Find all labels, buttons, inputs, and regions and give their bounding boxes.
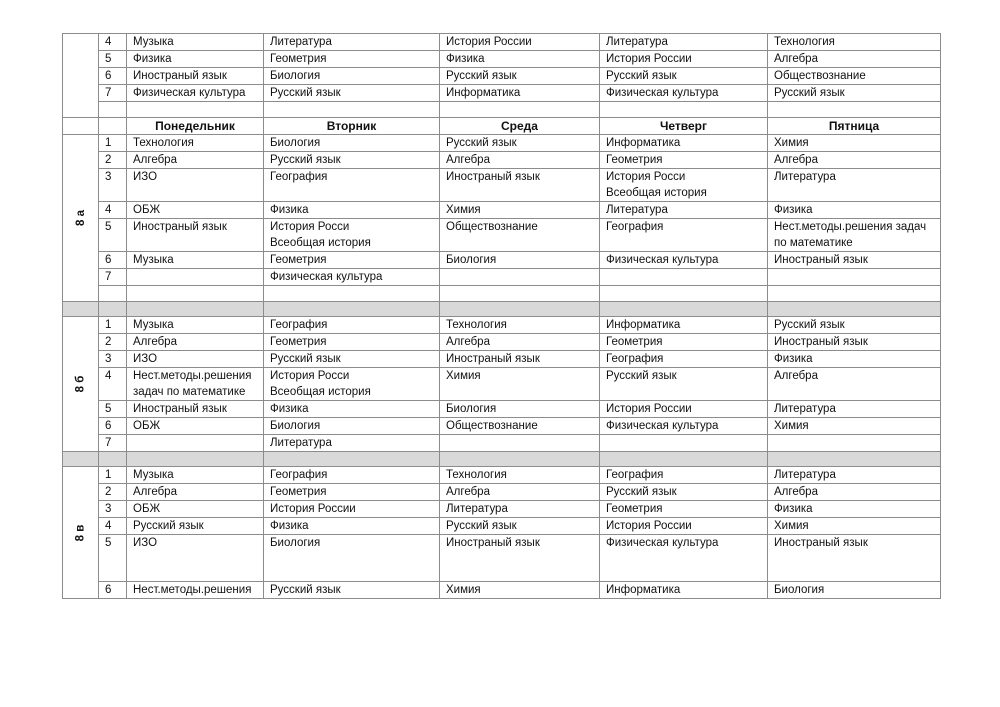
- lesson-tue: Физика: [264, 202, 440, 219]
- lesson-row: [63, 202, 941, 219]
- lesson-fri: Химия: [768, 135, 941, 152]
- lesson-tue: Биология: [264, 535, 440, 582]
- empty-cell: [600, 286, 768, 302]
- class-label: [63, 317, 99, 452]
- lesson-wed: Информатика: [440, 85, 600, 102]
- lesson-number: 4: [99, 368, 127, 401]
- lesson-tue: Геометрия: [264, 484, 440, 501]
- lesson-tue: История Росси Всеобщая история: [264, 219, 440, 252]
- lesson-wed: Иностраный язык: [440, 351, 600, 368]
- class-label: [63, 467, 99, 599]
- lesson-mon: Музыка: [127, 467, 264, 484]
- lesson-number: 1: [99, 467, 127, 484]
- lesson-row: [63, 518, 941, 535]
- lesson-mon: Иностраный язык: [127, 68, 264, 85]
- lesson-fri: Русский язык: [768, 317, 941, 334]
- lesson-number: 2: [99, 334, 127, 351]
- lesson-number: 6: [99, 68, 127, 85]
- empty-cell: [768, 102, 941, 118]
- empty-cell: [127, 102, 264, 118]
- empty-cell: [264, 102, 440, 118]
- lesson-number: 6: [99, 252, 127, 269]
- lesson-tue: История России: [264, 501, 440, 518]
- empty-cell: [99, 118, 127, 135]
- lesson-thu: [600, 435, 768, 452]
- lesson-mon: [127, 269, 264, 286]
- lesson-tue: Биология: [264, 68, 440, 85]
- day-header-row: [63, 118, 941, 135]
- empty-cell: [99, 102, 127, 118]
- lesson-wed: Биология: [440, 401, 600, 418]
- lesson-number: 4: [99, 34, 127, 51]
- lesson-fri: Алгебра: [768, 484, 941, 501]
- lesson-thu: Физическая культура: [600, 418, 768, 435]
- lesson-wed: Обществознание: [440, 418, 600, 435]
- empty-cell: [127, 286, 264, 302]
- lesson-mon: Нест.методы.решения задач по математике: [127, 368, 264, 401]
- empty-cell: [264, 286, 440, 302]
- lesson-mon: Алгебра: [127, 152, 264, 169]
- lesson-number: 1: [99, 317, 127, 334]
- lesson-tue: Физика: [264, 401, 440, 418]
- lesson-fri: Физика: [768, 501, 941, 518]
- lesson-thu: География: [600, 467, 768, 484]
- lesson-wed: Физика: [440, 51, 600, 68]
- lesson-mon: ОБЖ: [127, 418, 264, 435]
- empty-cell: [768, 286, 941, 302]
- lesson-wed: Биология: [440, 252, 600, 269]
- day-header: Понедельник: [127, 118, 264, 135]
- lesson-number: 5: [99, 401, 127, 418]
- lesson-wed: Химия: [440, 368, 600, 401]
- empty-cell: [768, 452, 941, 467]
- lesson-number: 4: [99, 518, 127, 535]
- lesson-row: [63, 582, 941, 599]
- lesson-number: 2: [99, 152, 127, 169]
- lesson-number: 7: [99, 269, 127, 286]
- lesson-number: 3: [99, 169, 127, 202]
- class-name: 8 в: [74, 524, 87, 541]
- lesson-tue: Геометрия: [264, 334, 440, 351]
- schedule-table: [62, 33, 941, 599]
- lesson-fri: Литература: [768, 169, 941, 202]
- empty-cell: [99, 452, 127, 467]
- lesson-tue: Русский язык: [264, 582, 440, 599]
- lesson-wed: Технология: [440, 467, 600, 484]
- lesson-fri: Обществознание: [768, 68, 941, 85]
- lesson-fri: Литература: [768, 401, 941, 418]
- lesson-tue: Русский язык: [264, 85, 440, 102]
- lesson-fri: Литература: [768, 467, 941, 484]
- lesson-row: [63, 169, 941, 202]
- lesson-row: [63, 334, 941, 351]
- lesson-row: [63, 401, 941, 418]
- empty-cell: [440, 102, 600, 118]
- lesson-fri: Физика: [768, 202, 941, 219]
- lesson-row: [63, 501, 941, 518]
- empty-cell: [600, 452, 768, 467]
- lesson-row: [63, 51, 941, 68]
- lesson-mon: Иностраный язык: [127, 401, 264, 418]
- lesson-thu: Информатика: [600, 317, 768, 334]
- lesson-mon: ОБЖ: [127, 202, 264, 219]
- lesson-fri: Нест.методы.решения задач по математике: [768, 219, 941, 252]
- lesson-tue: Физическая культура: [264, 269, 440, 286]
- lesson-mon: ИЗО: [127, 351, 264, 368]
- separator-row: [63, 452, 941, 467]
- lesson-wed: Алгебра: [440, 484, 600, 501]
- lesson-thu: Информатика: [600, 135, 768, 152]
- lesson-thu: Физическая культура: [600, 85, 768, 102]
- lesson-tue: История Росси Всеобщая история: [264, 368, 440, 401]
- lesson-fri: Алгебра: [768, 51, 941, 68]
- lesson-thu: Литература: [600, 202, 768, 219]
- lesson-wed: Алгебра: [440, 152, 600, 169]
- lesson-number: 6: [99, 418, 127, 435]
- lesson-wed: Алгебра: [440, 334, 600, 351]
- lesson-wed: Русский язык: [440, 135, 600, 152]
- lesson-wed: Русский язык: [440, 518, 600, 535]
- lesson-number: 7: [99, 435, 127, 452]
- lesson-thu: Геометрия: [600, 334, 768, 351]
- lesson-wed: [440, 435, 600, 452]
- lesson-fri: Алгебра: [768, 368, 941, 401]
- lesson-number: 3: [99, 351, 127, 368]
- lesson-row: [63, 252, 941, 269]
- class-name: 8 а: [74, 210, 87, 226]
- lesson-tue: Биология: [264, 135, 440, 152]
- lesson-fri: Иностраный язык: [768, 535, 941, 582]
- lesson-tue: География: [264, 467, 440, 484]
- lesson-row: [63, 418, 941, 435]
- lesson-mon: ИЗО: [127, 169, 264, 202]
- empty-cell: [99, 286, 127, 302]
- lesson-wed: Литература: [440, 501, 600, 518]
- class-label: [63, 135, 99, 302]
- lesson-mon: Музыка: [127, 34, 264, 51]
- day-header: Вторник: [264, 118, 440, 135]
- lesson-thu: Русский язык: [600, 68, 768, 85]
- lesson-thu: Геометрия: [600, 152, 768, 169]
- lesson-row: [63, 68, 941, 85]
- lesson-mon: Нест.методы.решения: [127, 582, 264, 599]
- lesson-thu: Физическая культура: [600, 535, 768, 582]
- empty-cell: [99, 302, 127, 317]
- lesson-thu: Информатика: [600, 582, 768, 599]
- lesson-fri: [768, 435, 941, 452]
- lesson-thu: История России: [600, 518, 768, 535]
- lesson-thu: История России: [600, 401, 768, 418]
- lesson-tue: География: [264, 169, 440, 202]
- empty-cell: [264, 452, 440, 467]
- lesson-thu: Русский язык: [600, 484, 768, 501]
- empty-cell: [264, 302, 440, 317]
- lesson-number: 7: [99, 85, 127, 102]
- lesson-number: 5: [99, 535, 127, 582]
- lesson-number: 1: [99, 135, 127, 152]
- lesson-fri: Биология: [768, 582, 941, 599]
- lesson-mon: ОБЖ: [127, 501, 264, 518]
- lesson-tue: Литература: [264, 34, 440, 51]
- day-header: Четверг: [600, 118, 768, 135]
- lesson-tue: Геометрия: [264, 252, 440, 269]
- lesson-thu: География: [600, 351, 768, 368]
- lesson-fri: [768, 269, 941, 286]
- lesson-wed: Иностраный язык: [440, 535, 600, 582]
- lesson-wed: Обществознание: [440, 219, 600, 252]
- lesson-number: 3: [99, 501, 127, 518]
- day-header: Среда: [440, 118, 600, 135]
- lesson-tue: Биология: [264, 418, 440, 435]
- lesson-tue: Русский язык: [264, 351, 440, 368]
- lesson-mon: Русский язык: [127, 518, 264, 535]
- day-header: Пятница: [768, 118, 941, 135]
- spacer-row: [63, 102, 941, 118]
- empty-cell: [440, 286, 600, 302]
- empty-cell: [63, 452, 99, 467]
- lesson-mon: Физика: [127, 51, 264, 68]
- lesson-thu: Физическая культура: [600, 252, 768, 269]
- lesson-wed: Русский язык: [440, 68, 600, 85]
- lesson-fri: Химия: [768, 518, 941, 535]
- separator-row: [63, 302, 941, 317]
- lesson-wed: [440, 269, 600, 286]
- lesson-row: [63, 535, 941, 582]
- lesson-thu: [600, 269, 768, 286]
- lesson-thu: География: [600, 219, 768, 252]
- lesson-number: 5: [99, 219, 127, 252]
- lesson-row: [63, 368, 941, 401]
- lesson-row: [63, 467, 941, 484]
- lesson-row: [63, 219, 941, 252]
- lesson-wed: Иностраный язык: [440, 169, 600, 202]
- lesson-mon: [127, 435, 264, 452]
- lesson-wed: Технология: [440, 317, 600, 334]
- lesson-mon: Алгебра: [127, 484, 264, 501]
- spacer-row: [63, 286, 941, 302]
- empty-cell: [127, 302, 264, 317]
- lesson-row: [63, 34, 941, 51]
- empty-cell: [63, 302, 99, 317]
- lesson-number: 2: [99, 484, 127, 501]
- lesson-number: 4: [99, 202, 127, 219]
- lesson-tue: Русский язык: [264, 152, 440, 169]
- class-label-cell: [63, 34, 99, 118]
- lesson-fri: Физика: [768, 351, 941, 368]
- lesson-fri: Химия: [768, 418, 941, 435]
- lesson-row: [63, 152, 941, 169]
- lesson-thu: Геометрия: [600, 501, 768, 518]
- lesson-mon: Технология: [127, 135, 264, 152]
- empty-cell: [600, 302, 768, 317]
- lesson-mon: Музыка: [127, 317, 264, 334]
- lesson-wed: Химия: [440, 582, 600, 599]
- empty-cell: [63, 118, 99, 135]
- lesson-tue: География: [264, 317, 440, 334]
- empty-cell: [440, 302, 600, 317]
- class-name: 8 б: [74, 375, 87, 393]
- lesson-row: [63, 269, 941, 286]
- lesson-row: [63, 351, 941, 368]
- lesson-row: [63, 317, 941, 334]
- lesson-thu: История России: [600, 51, 768, 68]
- lesson-tue: Физика: [264, 518, 440, 535]
- lesson-wed: История России: [440, 34, 600, 51]
- lesson-tue: Литература: [264, 435, 440, 452]
- lesson-row: [63, 484, 941, 501]
- lesson-wed: Химия: [440, 202, 600, 219]
- lesson-row: [63, 85, 941, 102]
- lesson-fri: Русский язык: [768, 85, 941, 102]
- lesson-fri: Иностраный язык: [768, 252, 941, 269]
- lesson-number: 5: [99, 51, 127, 68]
- lesson-row: [63, 435, 941, 452]
- empty-cell: [600, 102, 768, 118]
- lesson-thu: История Росси Всеобщая история: [600, 169, 768, 202]
- lesson-mon: ИЗО: [127, 535, 264, 582]
- lesson-tue: Геометрия: [264, 51, 440, 68]
- lesson-fri: Технология: [768, 34, 941, 51]
- empty-cell: [768, 302, 941, 317]
- empty-cell: [127, 452, 264, 467]
- lesson-mon: Физическая культура: [127, 85, 264, 102]
- lesson-mon: Музыка: [127, 252, 264, 269]
- lesson-mon: Алгебра: [127, 334, 264, 351]
- empty-cell: [440, 452, 600, 467]
- lesson-row: [63, 135, 941, 152]
- lesson-mon: Иностраный язык: [127, 219, 264, 252]
- lesson-fri: Иностраный язык: [768, 334, 941, 351]
- lesson-thu: Русский язык: [600, 368, 768, 401]
- lesson-thu: Литература: [600, 34, 768, 51]
- lesson-number: 6: [99, 582, 127, 599]
- lesson-fri: Алгебра: [768, 152, 941, 169]
